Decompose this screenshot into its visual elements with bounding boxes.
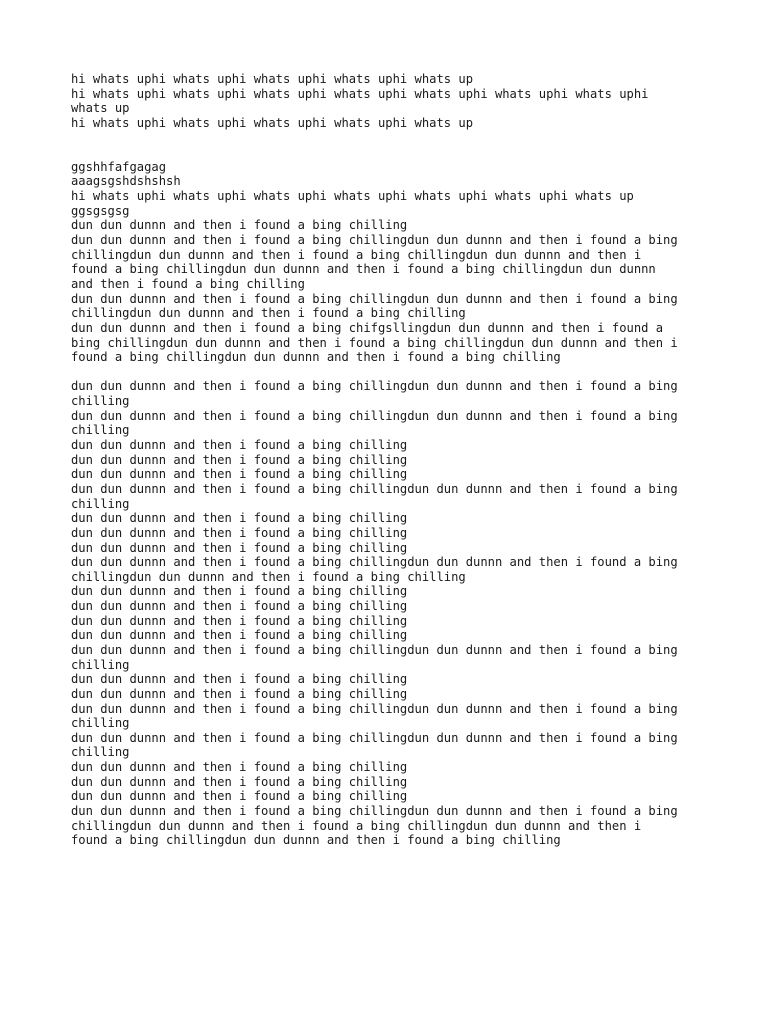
text-line: ggshhfafgagag — [71, 159, 167, 174]
text-line: dun dun dunnn and then i found a bing chilling — [71, 511, 408, 526]
text-line: dun dun dunnn and then i found a bing chilling — [71, 525, 408, 540]
text-line: dun dun dunnn and then i found a bing chilling — [71, 218, 408, 233]
text-line: found a bing chillingdun dun dunnn and then i found a bing chillingdun dun dunnn — [71, 262, 656, 277]
text-line: hi whats uphi whats uphi whats uphi whats uphi whats uphi whats uphi whats up — [71, 189, 634, 204]
text-line: dun dun dunnn and then i found a bing chilling — [71, 452, 408, 467]
text-line: dun dun dunnn and then i found a bing chilling — [71, 774, 408, 789]
document-page — [71, 72, 711, 848]
text-line: dun dun dunnn and then i found a bing chilling — [71, 789, 408, 804]
text-line: dun dun dunnn and then i found a bing chilling — [71, 613, 408, 628]
text-line: chilling — [71, 657, 130, 672]
text-line: dun dun dunnn and then i found a bing chillingdun dun dunnn and then i found a bing — [71, 730, 678, 745]
text-line: chillingdun dun dunnn and then i found a bing chilling — [71, 306, 466, 321]
text-line: chilling — [71, 745, 130, 760]
text-line: found a bing chillingdun dun dunnn and then i found a bing chilling — [71, 350, 561, 365]
text-line: dun dun dunnn and then i found a bing chilling — [71, 584, 408, 599]
text-line: hi whats uphi whats uphi whats uphi whats uphi whats up — [71, 115, 474, 130]
text-line: dun dun dunnn and then i found a bing chilling — [71, 467, 408, 482]
text-line: whats up — [71, 101, 130, 116]
text-line: chillingdun dun dunnn and then i found a bing chillingdun dun dunnn and then i — [71, 818, 642, 833]
text-line: dun dun dunnn and then i found a bing chilling — [71, 686, 408, 701]
text-line: chilling — [71, 423, 130, 438]
blank-line — [71, 365, 711, 380]
text-line: dun dun dunnn and then i found a bing chilling — [71, 672, 408, 687]
text-line: dun dun dunnn and then i found a bing chilling — [71, 760, 408, 775]
text-line: dun dun dunnn and then i found a bing chilling — [71, 628, 408, 643]
text-line: found a bing chillingdun dun dunnn and then i found a bing chilling — [71, 833, 561, 848]
text-line: dun dun dunnn and then i found a bing chillingdun dun dunnn and then i found a bing — [71, 379, 678, 394]
blank-line — [71, 131, 711, 146]
text-line: chilling — [71, 394, 130, 409]
text-line: dun dun dunnn and then i found a bing chillingdun dun dunnn and then i found a bing — [71, 555, 678, 570]
text-line: and then i found a bing chilling — [71, 276, 305, 291]
blank-line — [71, 145, 711, 160]
text-line: chillingdun dun dunnn and then i found a bing chilling — [71, 569, 466, 584]
text-line: dun dun dunnn and then i found a bing chillingdun dun dunnn and then i found a bing — [71, 291, 678, 306]
text-line: hi whats uphi whats uphi whats uphi whats uphi whats uphi whats uphi whats uphi — [71, 86, 649, 101]
text-line: aaagsgshdshshsh — [71, 174, 181, 189]
text-line: hi whats uphi whats uphi whats uphi whats uphi whats up — [71, 72, 474, 86]
text-line: dun dun dunnn and then i found a bing chilling — [71, 599, 408, 614]
text-line: dun dun dunnn and then i found a bing chillingdun dun dunnn and then i found a bing — [71, 804, 678, 819]
text-line: dun dun dunnn and then i found a bing chillingdun dun dunnn and then i found a bing — [71, 233, 678, 248]
text-line: dun dun dunnn and then i found a bing chillingdun dun dunnn and then i found a bing — [71, 481, 678, 496]
text-line: dun dun dunnn and then i found a bing chifgsllingdun dun dunnn and then i found a — [71, 320, 664, 335]
text-line: dun dun dunnn and then i found a bing chillingdun dun dunnn and then i found a bing — [71, 642, 678, 657]
text-line: dun dun dunnn and then i found a bing chillingdun dun dunnn and then i found a bing — [71, 408, 678, 423]
text-line: chilling — [71, 496, 130, 511]
text-line: bing chillingdun dun dunnn and then i found a bing chillingdun dun dunnn and then i — [71, 335, 678, 350]
text-line: dun dun dunnn and then i found a bing chillingdun dun dunnn and then i found a bing — [71, 701, 678, 716]
text-line: dun dun dunnn and then i found a bing chilling — [71, 540, 408, 555]
text-line: ggsgsgsg — [71, 203, 130, 218]
text-line: dun dun dunnn and then i found a bing chilling — [71, 438, 408, 453]
text-line: chilling — [71, 716, 130, 731]
text-line: chillingdun dun dunnn and then i found a bing chillingdun dun dunnn and then i — [71, 247, 642, 262]
